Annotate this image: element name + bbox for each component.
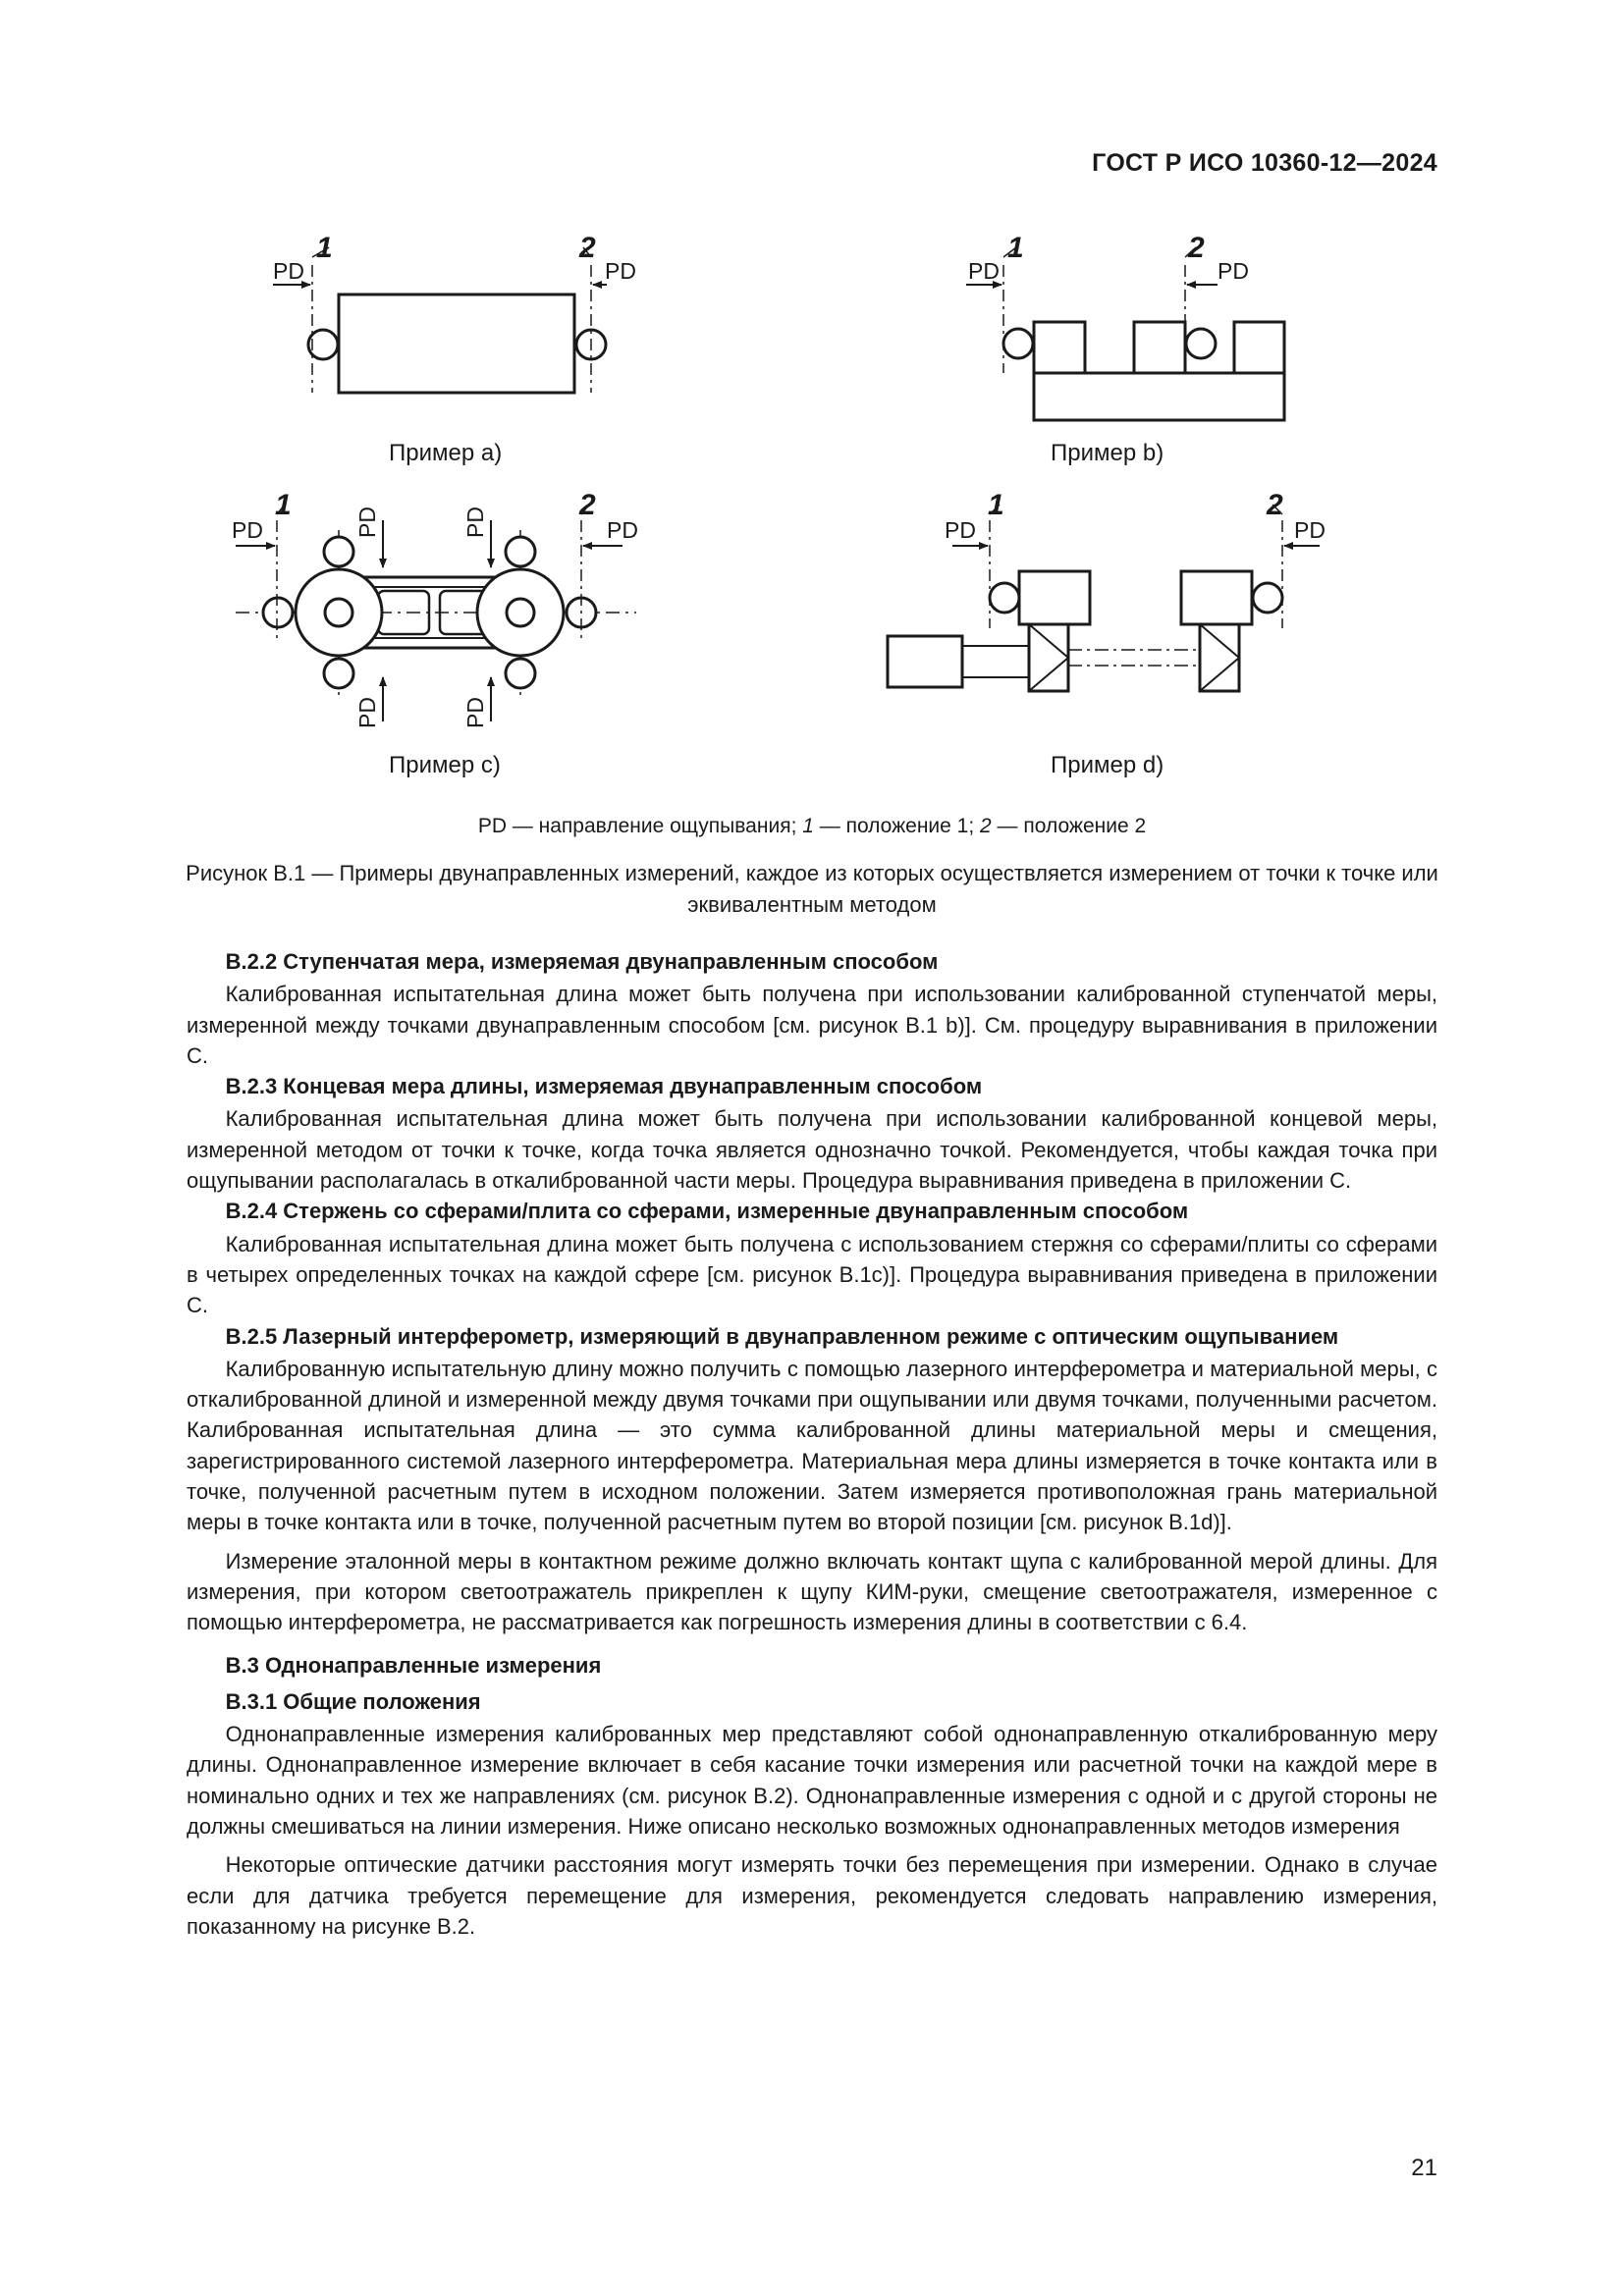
section-b3-title: В.3 Однонаправленные измерения — [225, 1652, 602, 1678]
legend-position-1-number: 1 — [802, 815, 814, 837]
example-c-pd-right-label: PD — [607, 517, 638, 543]
figure-legend — [0, 815, 1624, 838]
example-c-pd-left-label: PD — [232, 517, 263, 543]
example-b-position-1-label: 1 — [1007, 232, 1024, 264]
example-a-pd-right-label: PD — [605, 258, 636, 284]
legend-pd: PD — направление ощупывания; — [477, 815, 803, 837]
legend-position-1: — положение 1; — [813, 815, 981, 837]
example-d-pd-right-label: PD — [1294, 517, 1326, 543]
section-b22-title: В.2.2 Ступенчатая мера, измеряемая двунаправленным способом — [225, 949, 939, 974]
section-b25-paragraph-2: Измерение эталонной меры в контактном режиме должно включать контакт щупа с калиброванной мерой длины. Для измерения, при котором светоотражатель прикреплен к щупу КИМ-руки, смещение светоотражателя, измеренное с помощью интерферометра, не рассматривается как погрешность измерения длины в соответствии с 6.4. — [187, 1548, 1437, 1635]
section-b31-title: В.3.1 Общие положения — [225, 1688, 481, 1714]
example-c-pd-top-right-label: PD — [462, 507, 488, 538]
example-b-pd-right-label: PD — [1218, 258, 1249, 284]
example-c-pd-bottom-left-label: PD — [354, 697, 380, 728]
example-c-label: Пример c) — [389, 752, 501, 778]
section-b23-title: В.2.3 Концевая мера длины, измеряемая двунаправленным способом — [225, 1074, 983, 1099]
example-c-pd-bottom-right-label: PD — [462, 697, 488, 728]
example-d-pd-left-label: PD — [945, 517, 976, 543]
example-b-pd-left-label: PD — [968, 258, 1000, 284]
example-a-position-1-label: 1 — [316, 232, 333, 264]
body-text — [187, 946, 1437, 1942]
example-a-label: Пример а) — [389, 440, 503, 466]
section-b25-paragraph-1: Калиброванную испытательную длину можно получить с помощью лазерного интерферометра и материальной меры, с откалиброванной длиной и измеренной между двумя точками при ощупывании или двумя точками, полученными расчетом. Калиброванная испытательная длина — это сумма калиброванной длины материальной меры и смещения, зарегистрированного системой лазерного интерферометра. Материальная мера длины измеряется в точке контакта или в точке, полученной расчетным путем в исходном положении. Затем измеряется противоположная грань материальной меры в точке контакта или в точке, полученной расчетным путем во второй позиции [см. рисунок В.1d)]. — [187, 1356, 1437, 1535]
section-b22-paragraph: Калиброванная испытательная длина может быть получена при использовании калиброванной ступенчатой меры, измеренной между точками двунаправленным способом [см. рисунок В.1 b)]. См. процедуру выравнивания в приложении С. — [187, 982, 1437, 1068]
example-b-position-2-label: 2 — [1188, 232, 1205, 264]
example-d-position-2-label: 2 — [1267, 489, 1283, 521]
section-b23-paragraph: Калиброванная испытательная длина может быть получена при использовании калиброванной концевой меры, измеренной методом от точки к точке, когда точка является однозначно точкой. Рекомендуется, чтобы каждая точка при ощупывании располагалась в откалиброванной части меры. Процедура выравнивания приведена в приложении С. — [187, 1106, 1437, 1194]
example-c-position-2-label: 2 — [579, 489, 596, 521]
example-c-pd-top-left-label: PD — [354, 507, 380, 538]
section-b25-title: В.2.5 Лазерный интерферометр, измеряющий в двунаправленном режиме с оптическим ощупыванием — [225, 1323, 1339, 1349]
figure-b1 — [0, 0, 1624, 942]
section-b24-paragraph: Калиброванная испытательная длина может быть получена с использованием стержня со сферами/плиты со сферами в четырех определенных точках на каждой сфере [см. рисунок В.1с)]. Процедура выравнивания приведена в приложении С. — [187, 1231, 1437, 1318]
section-b31-paragraph-1: Однонаправленные измерения калиброванных мер представляют собой однонаправленную откалиброванную меру длины. Однонаправленное измерение включает в себя касание точки измерения или расчетной точки на каждой мере в номинально одних и тех же направлениях (см. рисунок В.2). Однонаправленные измерения с одной и с другой стороны не должны смешиваться на линии измерения. Ниже описано несколько возможных однонаправленных методов измерения — [187, 1722, 1437, 1840]
example-a-position-2-label: 2 — [579, 232, 596, 264]
example-c-position-1-label: 1 — [275, 489, 292, 521]
example-d-label: Пример d) — [1051, 752, 1164, 778]
example-d-position-1-label: 1 — [988, 489, 1004, 521]
section-b31-paragraph-2: Некоторые оптические датчики расстояния могут измерять точки без перемещения при измерении. Однако в случае если для датчика требуется перемещение для измерения, рекомендуется следовать направлению измерения, показанному на рисунке В.2. — [187, 1852, 1437, 1939]
legend-position-2: — положение 2 — [991, 815, 1147, 837]
page-number: 21 — [1411, 2155, 1437, 2181]
example-b-label: Пример b) — [1051, 440, 1164, 466]
example-c-drawing — [236, 505, 636, 721]
figure-b1-drawing — [0, 0, 1624, 815]
document-code-header: ГОСТ Р ИСО 10360-12—2024 — [1092, 149, 1437, 177]
example-a-pd-left-label: PD — [273, 258, 304, 284]
section-b24-title: В.2.4 Стержень со сферами/плита со сферами, измеренные двунаправленным способом — [225, 1199, 1189, 1224]
legend-position-2-number: 2 — [980, 815, 992, 837]
figure-caption: Рисунок В.1 — Примеры двунаправленных измерений, каждое из которых осуществляется измерением от точки к точке или эквивалентным методом — [186, 861, 1438, 917]
example-a-drawing — [273, 247, 607, 393]
